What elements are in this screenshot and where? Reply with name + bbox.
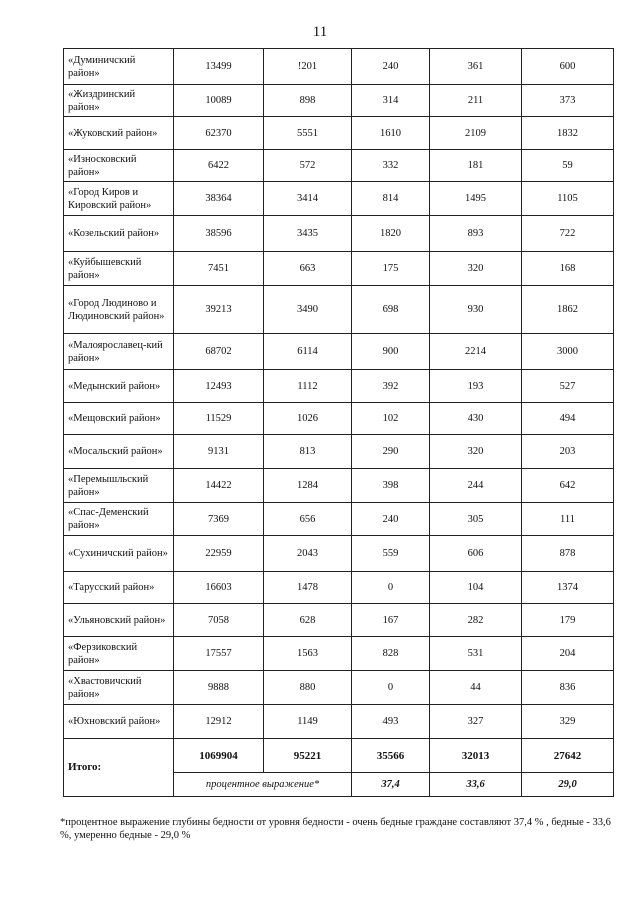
value-cell-c2: 3490 xyxy=(264,286,352,334)
value-cell-c5: 373 xyxy=(522,85,614,117)
table-body xyxy=(64,49,614,797)
value-cell-c3: 0 xyxy=(352,572,430,604)
value-cell-c5: 1105 xyxy=(522,182,614,216)
value-cell-c1: 7058 xyxy=(174,604,264,637)
table-row xyxy=(64,572,614,604)
percent-value-c4: 33,6 xyxy=(430,773,522,797)
total-value-c3: 35566 xyxy=(352,739,430,773)
value-cell-c3: 102 xyxy=(352,403,430,435)
value-cell-c1: 68702 xyxy=(174,334,264,370)
value-cell-c4: 320 xyxy=(430,435,522,469)
value-cell-c2: 898 xyxy=(264,85,352,117)
district-name: «Хвастовичский район» xyxy=(64,671,174,705)
value-cell-c5: 1862 xyxy=(522,286,614,334)
value-cell-c4: 181 xyxy=(430,150,522,182)
value-cell-c4: 211 xyxy=(430,85,522,117)
value-cell-c5: 203 xyxy=(522,435,614,469)
table-row xyxy=(64,503,614,536)
district-name: «Сухиничский район» xyxy=(64,536,174,572)
value-cell-c3: 559 xyxy=(352,536,430,572)
value-cell-c5: 642 xyxy=(522,469,614,503)
value-cell-c3: 828 xyxy=(352,637,430,671)
value-cell-c2: 572 xyxy=(264,150,352,182)
value-cell-c3: 493 xyxy=(352,705,430,739)
district-name: «Куйбышевский район» xyxy=(64,252,174,286)
page-number: 11 xyxy=(312,24,328,40)
value-cell-c3: 175 xyxy=(352,252,430,286)
total-value-c5: 27642 xyxy=(522,739,614,773)
value-cell-c1: 38364 xyxy=(174,182,264,216)
value-cell-c2: 1026 xyxy=(264,403,352,435)
value-cell-c4: 320 xyxy=(430,252,522,286)
value-cell-c2: 656 xyxy=(264,503,352,536)
district-name: «Перемышльский район» xyxy=(64,469,174,503)
value-cell-c4: 930 xyxy=(430,286,522,334)
value-cell-c5: 59 xyxy=(522,150,614,182)
district-name: «Мещовский район» xyxy=(64,403,174,435)
district-name: «Тарусский район» xyxy=(64,572,174,604)
value-cell-c1: 16603 xyxy=(174,572,264,604)
value-cell-c3: 398 xyxy=(352,469,430,503)
value-cell-c1: 9888 xyxy=(174,671,264,705)
value-cell-c3: 814 xyxy=(352,182,430,216)
value-cell-c5: 836 xyxy=(522,671,614,705)
value-cell-c5: 1374 xyxy=(522,572,614,604)
value-cell-c5: 600 xyxy=(522,49,614,85)
value-cell-c1: 7369 xyxy=(174,503,264,536)
value-cell-c2: 813 xyxy=(264,435,352,469)
value-cell-c4: 305 xyxy=(430,503,522,536)
value-cell-c4: 244 xyxy=(430,469,522,503)
district-name: «Медынский район» xyxy=(64,370,174,403)
value-cell-c1: 14422 xyxy=(174,469,264,503)
value-cell-c3: 290 xyxy=(352,435,430,469)
district-name: «Думиничский район» xyxy=(64,49,174,85)
value-cell-c2: 3414 xyxy=(264,182,352,216)
value-cell-c3: 240 xyxy=(352,49,430,85)
value-cell-c4: 2109 xyxy=(430,117,522,150)
value-cell-c5: 722 xyxy=(522,216,614,252)
value-cell-c4: 606 xyxy=(430,536,522,572)
value-cell-c4: 327 xyxy=(430,705,522,739)
value-cell-c3: 1820 xyxy=(352,216,430,252)
table-row xyxy=(64,216,614,252)
district-name: «Жуковский район» xyxy=(64,117,174,150)
table-row xyxy=(64,150,614,182)
value-cell-c4: 430 xyxy=(430,403,522,435)
table-row xyxy=(64,182,614,216)
district-name: «Жиздринский район» xyxy=(64,85,174,117)
table-row xyxy=(64,469,614,503)
total-value-c4: 32013 xyxy=(430,739,522,773)
value-cell-c1: 12912 xyxy=(174,705,264,739)
total-value-c2: 95221 xyxy=(264,739,352,773)
value-cell-c1: 17557 xyxy=(174,637,264,671)
total-label: Итого: xyxy=(64,739,174,797)
table-row xyxy=(64,604,614,637)
value-cell-c3: 0 xyxy=(352,671,430,705)
value-cell-c5: 1832 xyxy=(522,117,614,150)
value-cell-c3: 332 xyxy=(352,150,430,182)
value-cell-c3: 240 xyxy=(352,503,430,536)
value-cell-c5: 878 xyxy=(522,536,614,572)
value-cell-c1: 10089 xyxy=(174,85,264,117)
table-row xyxy=(64,435,614,469)
value-cell-c5: 179 xyxy=(522,604,614,637)
value-cell-c5: 329 xyxy=(522,705,614,739)
value-cell-c5: 3000 xyxy=(522,334,614,370)
value-cell-c4: 893 xyxy=(430,216,522,252)
value-cell-c2: 3435 xyxy=(264,216,352,252)
district-name: «Ульяновский район» xyxy=(64,604,174,637)
value-cell-c1: 12493 xyxy=(174,370,264,403)
value-cell-c1: 22959 xyxy=(174,536,264,572)
district-name: «Ферзиковский район» xyxy=(64,637,174,671)
value-cell-c2: 1284 xyxy=(264,469,352,503)
value-cell-c4: 1495 xyxy=(430,182,522,216)
value-cell-c4: 104 xyxy=(430,572,522,604)
value-cell-c4: 193 xyxy=(430,370,522,403)
value-cell-c4: 361 xyxy=(430,49,522,85)
poverty-table xyxy=(63,48,614,797)
value-cell-c2: 628 xyxy=(264,604,352,637)
value-cell-c2: 663 xyxy=(264,252,352,286)
footnote: *процентное выражение глубины бедности от уровня бедности - очень бедные граждане составляют 37,4 % , бедные - 33,6 %, умеренно бедные - 29,0 % xyxy=(60,817,611,841)
total-row xyxy=(64,739,614,773)
value-cell-c2: 880 xyxy=(264,671,352,705)
table-row xyxy=(64,637,614,671)
value-cell-c5: 494 xyxy=(522,403,614,435)
value-cell-c2: 6114 xyxy=(264,334,352,370)
total-value-c1: 1069904 xyxy=(174,739,264,773)
table-row xyxy=(64,705,614,739)
value-cell-c3: 167 xyxy=(352,604,430,637)
table-row xyxy=(64,536,614,572)
value-cell-c3: 314 xyxy=(352,85,430,117)
value-cell-c3: 392 xyxy=(352,370,430,403)
value-cell-c4: 2214 xyxy=(430,334,522,370)
district-name: «Износковский район» xyxy=(64,150,174,182)
table-row xyxy=(64,671,614,705)
table-row xyxy=(64,85,614,117)
table-row xyxy=(64,286,614,334)
value-cell-c5: 204 xyxy=(522,637,614,671)
district-name: «Козельский район» xyxy=(64,216,174,252)
value-cell-c2: 5551 xyxy=(264,117,352,150)
district-name: «Мосальский район» xyxy=(64,435,174,469)
value-cell-c2: 1478 xyxy=(264,572,352,604)
value-cell-c2: !201 xyxy=(264,49,352,85)
value-cell-c2: 1149 xyxy=(264,705,352,739)
value-cell-c4: 44 xyxy=(430,671,522,705)
value-cell-c3: 1610 xyxy=(352,117,430,150)
value-cell-c5: 527 xyxy=(522,370,614,403)
percent-label: процентное выражение* xyxy=(174,773,352,797)
value-cell-c3: 900 xyxy=(352,334,430,370)
percent-value-c3: 37,4 xyxy=(352,773,430,797)
table-row xyxy=(64,252,614,286)
value-cell-c1: 9131 xyxy=(174,435,264,469)
value-cell-c2: 1563 xyxy=(264,637,352,671)
district-name: «Юхновский район» xyxy=(64,705,174,739)
value-cell-c5: 168 xyxy=(522,252,614,286)
value-cell-c3: 698 xyxy=(352,286,430,334)
percent-value-c5: 29,0 xyxy=(522,773,614,797)
value-cell-c4: 282 xyxy=(430,604,522,637)
table-row xyxy=(64,370,614,403)
value-cell-c2: 2043 xyxy=(264,536,352,572)
table-row xyxy=(64,403,614,435)
table-row xyxy=(64,117,614,150)
value-cell-c1: 38596 xyxy=(174,216,264,252)
value-cell-c2: 1112 xyxy=(264,370,352,403)
value-cell-c1: 13499 xyxy=(174,49,264,85)
district-name: «Спас-Деменский район» xyxy=(64,503,174,536)
value-cell-c1: 7451 xyxy=(174,252,264,286)
table-row xyxy=(64,334,614,370)
value-cell-c1: 6422 xyxy=(174,150,264,182)
value-cell-c5: 111 xyxy=(522,503,614,536)
value-cell-c1: 39213 xyxy=(174,286,264,334)
district-name: «Город Киров и Кировский район» xyxy=(64,182,174,216)
district-name: «Малоярославец-кий район» xyxy=(64,334,174,370)
table-row xyxy=(64,49,614,85)
value-cell-c1: 11529 xyxy=(174,403,264,435)
district-name: «Город Людиново и Людиновский район» xyxy=(64,286,174,334)
value-cell-c4: 531 xyxy=(430,637,522,671)
value-cell-c1: 62370 xyxy=(174,117,264,150)
